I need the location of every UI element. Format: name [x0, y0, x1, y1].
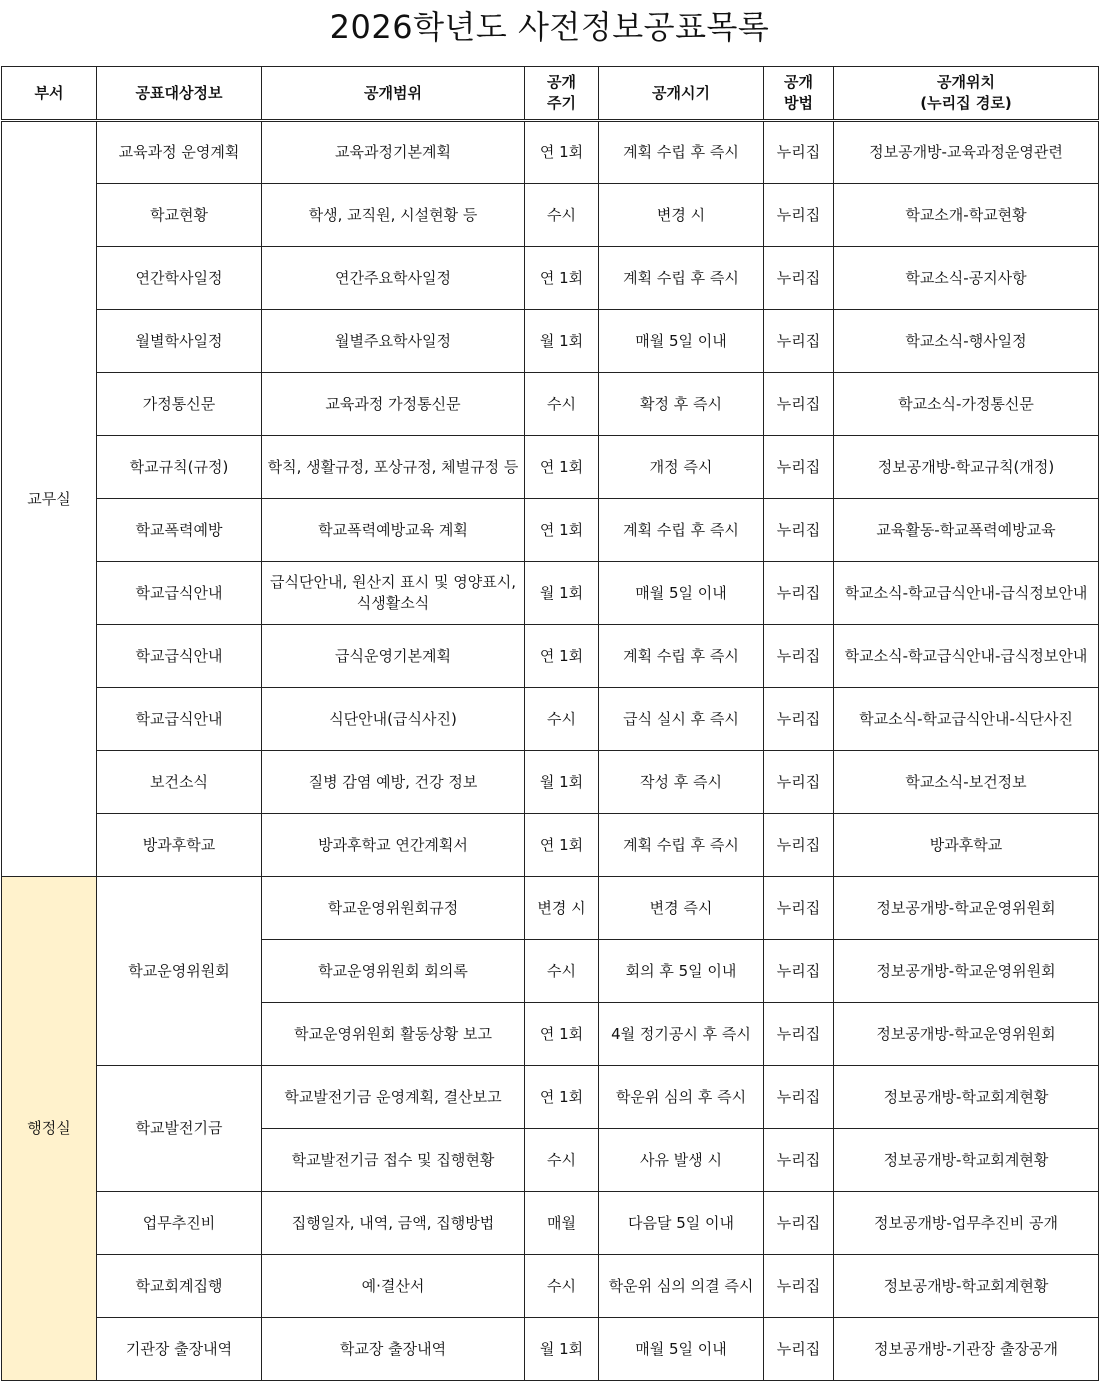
header-method-line2: 방법 [784, 94, 813, 112]
method-cell: 누리집 [764, 877, 834, 940]
scope-cell: 방과후학교 연간계획서 [262, 814, 525, 877]
method-cell: 누리집 [764, 373, 834, 436]
info-cell: 학교급식안내 [97, 688, 262, 751]
scope-cell: 식단안내(급식사진) [262, 688, 525, 751]
info-cell: 학교급식안내 [97, 562, 262, 625]
scope-cell: 학교폭력예방교육 계획 [262, 499, 525, 562]
location-cell: 정보공개방-학교운영위원회 [834, 877, 1099, 940]
location-cell: 학교소식-학교급식안내-급식정보안내 [834, 625, 1099, 688]
info-cell: 교육과정 운영계획 [97, 121, 262, 184]
cycle-cell: 월 1회 [525, 562, 599, 625]
method-cell: 누리집 [764, 1003, 834, 1066]
location-cell: 학교소식-학교급식안내-식단사진 [834, 688, 1099, 751]
page-title: 2026학년도 사전정보공표목록 [329, 8, 770, 46]
header-row [2, 67, 1099, 121]
cycle-cell: 수시 [525, 1255, 599, 1318]
scope-cell: 급식운영기본계획 [262, 625, 525, 688]
scope-cell: 연간주요학사일정 [262, 247, 525, 310]
header-method [764, 67, 834, 121]
info-cell: 월별학사일정 [97, 310, 262, 373]
table-row [2, 751, 1099, 814]
timing-cell: 사유 발생 시 [599, 1129, 764, 1192]
method-cell: 누리집 [764, 121, 834, 184]
location-cell: 방과후학교 [834, 814, 1099, 877]
header-cycle-line2: 주기 [547, 94, 576, 112]
cycle-cell: 연 1회 [525, 1003, 599, 1066]
location-cell: 정보공개방-기관장 출장공개 [834, 1318, 1099, 1381]
timing-cell: 개정 즉시 [599, 436, 764, 499]
method-cell: 누리집 [764, 310, 834, 373]
header-dept: 부서 [2, 67, 97, 121]
scope-cell: 학생, 교직원, 시설현황 등 [262, 184, 525, 247]
timing-cell: 확정 후 즉시 [599, 373, 764, 436]
table-row [2, 373, 1099, 436]
cycle-cell: 수시 [525, 373, 599, 436]
info-cell: 가정통신문 [97, 373, 262, 436]
method-cell: 누리집 [764, 751, 834, 814]
info-cell: 보건소식 [97, 751, 262, 814]
scope-cell: 예·결산서 [262, 1255, 525, 1318]
cycle-cell: 연 1회 [525, 499, 599, 562]
cycle-cell: 연 1회 [525, 814, 599, 877]
cycle-cell: 수시 [525, 688, 599, 751]
method-cell: 누리집 [764, 1066, 834, 1129]
header-cycle [525, 67, 599, 121]
header-info: 공표대상정보 [97, 67, 262, 121]
timing-cell: 계획 수립 후 즉시 [599, 625, 764, 688]
scope-cell: 교육과정 가정통신문 [262, 373, 525, 436]
timing-cell: 회의 후 5일 이내 [599, 940, 764, 1003]
cycle-cell: 연 1회 [525, 625, 599, 688]
scope-cell: 학교발전기금 접수 및 집행현황 [262, 1129, 525, 1192]
cycle-cell: 연 1회 [525, 121, 599, 184]
location-cell: 학교소식-공지사항 [834, 247, 1099, 310]
method-cell: 누리집 [764, 247, 834, 310]
method-cell: 누리집 [764, 499, 834, 562]
table-row [2, 436, 1099, 499]
info-cell: 학교규칙(규정) [97, 436, 262, 499]
table-row [2, 1066, 1099, 1129]
timing-cell: 학운위 심의 의결 즉시 [599, 1255, 764, 1318]
method-cell: 누리집 [764, 688, 834, 751]
table-row [2, 1318, 1099, 1381]
table-row [2, 184, 1099, 247]
header-timing: 공개시기 [599, 67, 764, 121]
method-cell: 누리집 [764, 1192, 834, 1255]
header-scope: 공개범위 [262, 67, 525, 121]
info-cell: 기관장 출장내역 [97, 1318, 262, 1381]
info-cell: 학교발전기금 [97, 1066, 262, 1192]
cycle-cell: 수시 [525, 1129, 599, 1192]
location-cell: 정보공개방-학교회계현황 [834, 1066, 1099, 1129]
location-cell: 학교소식-가정통신문 [834, 373, 1099, 436]
location-cell: 정보공개방-학교운영위원회 [834, 940, 1099, 1003]
scope-cell: 월별주요학사일정 [262, 310, 525, 373]
timing-cell: 계획 수립 후 즉시 [599, 247, 764, 310]
location-cell: 정보공개방-업무추진비 공개 [834, 1192, 1099, 1255]
info-cell: 학교현황 [97, 184, 262, 247]
timing-cell: 4월 정기공시 후 즉시 [599, 1003, 764, 1066]
header-location [834, 67, 1099, 121]
table-row [2, 877, 1099, 940]
table-row [2, 310, 1099, 373]
info-cell: 학교급식안내 [97, 625, 262, 688]
method-cell: 누리집 [764, 1318, 834, 1381]
header-location-line2: (누리집 경로) [920, 94, 1012, 112]
location-cell: 정보공개방-교육과정운영관련 [834, 121, 1099, 184]
disclosure-table [1, 66, 1099, 1381]
timing-cell: 매월 5일 이내 [599, 1318, 764, 1381]
location-cell: 교육활동-학교폭력예방교육 [834, 499, 1099, 562]
timing-cell: 작성 후 즉시 [599, 751, 764, 814]
table-row [2, 625, 1099, 688]
timing-cell: 매월 5일 이내 [599, 310, 764, 373]
location-cell: 정보공개방-학교회계현황 [834, 1255, 1099, 1318]
cycle-cell: 수시 [525, 184, 599, 247]
scope-cell: 학교운영위원회 회의록 [262, 940, 525, 1003]
scope-cell: 학교운영위원회 활동상황 보고 [262, 1003, 525, 1066]
location-cell: 학교소개-학교현황 [834, 184, 1099, 247]
cycle-cell: 월 1회 [525, 310, 599, 373]
table-row [2, 562, 1099, 625]
table-row [2, 1255, 1099, 1318]
header-location-line1: 공개위치 [937, 73, 995, 91]
method-cell: 누리집 [764, 1129, 834, 1192]
method-cell: 누리집 [764, 940, 834, 1003]
scope-cell: 집행일자, 내역, 금액, 집행방법 [262, 1192, 525, 1255]
method-cell: 누리집 [764, 436, 834, 499]
info-cell: 업무추진비 [97, 1192, 262, 1255]
method-cell: 누리집 [764, 562, 834, 625]
table-row [2, 1192, 1099, 1255]
timing-cell: 변경 즉시 [599, 877, 764, 940]
timing-cell: 다음달 5일 이내 [599, 1192, 764, 1255]
location-cell: 정보공개방-학교운영위원회 [834, 1003, 1099, 1066]
method-cell: 누리집 [764, 625, 834, 688]
cycle-cell: 연 1회 [525, 436, 599, 499]
info-cell: 방과후학교 [97, 814, 262, 877]
location-cell: 학교소식-행사일정 [834, 310, 1099, 373]
table-row [2, 814, 1099, 877]
scope-cell: 교육과정기본계획 [262, 121, 525, 184]
table-row [2, 499, 1099, 562]
scope-cell: 학교장 출장내역 [262, 1318, 525, 1381]
location-cell: 정보공개방-학교회계현황 [834, 1129, 1099, 1192]
timing-cell: 계획 수립 후 즉시 [599, 121, 764, 184]
cycle-cell: 변경 시 [525, 877, 599, 940]
header-cycle-line1: 공개 [547, 73, 576, 91]
cycle-cell: 월 1회 [525, 751, 599, 814]
scope-cell: 질병 감염 예방, 건강 정보 [262, 751, 525, 814]
cycle-cell: 연 1회 [525, 1066, 599, 1129]
location-cell: 정보공개방-학교규칙(개정) [834, 436, 1099, 499]
info-cell: 학교폭력예방 [97, 499, 262, 562]
method-cell: 누리집 [764, 184, 834, 247]
timing-cell: 계획 수립 후 즉시 [599, 814, 764, 877]
scope-cell: 학칙, 생활규정, 포상규정, 체벌규정 등 [262, 436, 525, 499]
info-cell: 학교회계집행 [97, 1255, 262, 1318]
table-row [2, 121, 1099, 184]
method-cell: 누리집 [764, 814, 834, 877]
dept-cell-academic: 교무실 [2, 121, 97, 877]
dept-cell-admin: 행정실 [2, 877, 97, 1381]
timing-cell: 학운위 심의 후 즉시 [599, 1066, 764, 1129]
info-cell: 연간학사일정 [97, 247, 262, 310]
location-cell: 학교소식-학교급식안내-급식정보안내 [834, 562, 1099, 625]
timing-cell: 매월 5일 이내 [599, 562, 764, 625]
info-cell: 학교운영위원회 [97, 877, 262, 1066]
scope-cell: 학교발전기금 운영계획, 결산보고 [262, 1066, 525, 1129]
cycle-cell: 수시 [525, 940, 599, 1003]
timing-cell: 계획 수립 후 즉시 [599, 499, 764, 562]
table-row [2, 247, 1099, 310]
header-method-line1: 공개 [784, 73, 813, 91]
timing-cell: 급식 실시 후 즉시 [599, 688, 764, 751]
table-row [2, 688, 1099, 751]
scope-cell: 학교운영위원회규정 [262, 877, 525, 940]
cycle-cell: 매월 [525, 1192, 599, 1255]
timing-cell: 변경 시 [599, 184, 764, 247]
cycle-cell: 연 1회 [525, 247, 599, 310]
cycle-cell: 월 1회 [525, 1318, 599, 1381]
method-cell: 누리집 [764, 1255, 834, 1318]
location-cell: 학교소식-보건정보 [834, 751, 1099, 814]
scope-cell: 급식단안내, 원산지 표시 및 영양표시, 식생활소식 [262, 562, 525, 625]
